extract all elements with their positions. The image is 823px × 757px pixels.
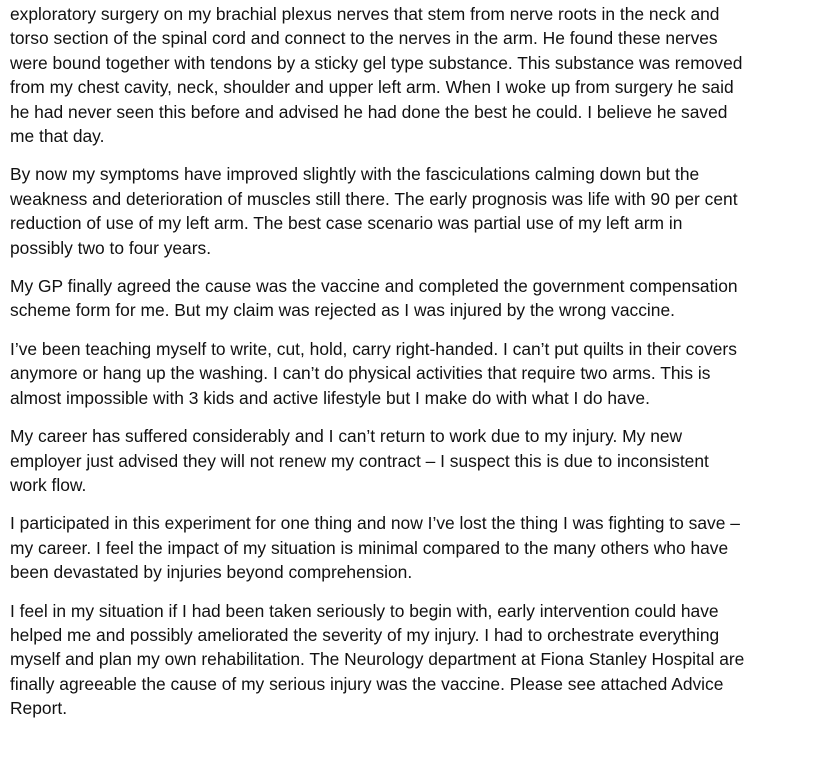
paragraph-experiment: I participated in this experiment for one thing and now I’ve lost the thing I was fighting to save – my career. I feel the impact of my situation is minimal compared to the many others who have been devastated by injuries beyond comprehension.: [10, 513, 740, 583]
paragraph-surgery: exploratory surgery on my brachial plexus nerves that stem from nerve roots in the neck and torso section of the spinal cord and connect to the nerves in the arm. He found these nerves were bound together with tendons by a sticky gel type substance. This substance was removed from my chest cavity, neck, shoulder and upper left arm. When I woke up from surgery he said he had never seen this before and advised he had done the best he could. I believe he saved me that day.: [10, 4, 743, 147]
paragraph-career: My career has suffered considerably and I can’t return to work due to my injury. My new employer just advised they will not renew my contract – I suspect this is due to inconsistent work flow.: [10, 426, 709, 495]
paragraph-symptoms: By now my symptoms have improved slightly with the fasciculations calming down but the weakness and deterioration of muscles still there. The early prognosis was life with 90 per cent reduction of use of my left arm. The best case scenario was partial use of my left arm in possibly two to four years.: [10, 164, 738, 258]
paragraph-intervention: I feel in my situation if I had been taken seriously to begin with, early intervention could have helped me and possibly ameliorated the severity of my injury. I had to orchestrate everything myself and plan my own rehabilitation. The Neurology department at Fiona Stanley Hospital are finally agreeable the cause of my serious injury was the vaccine. Please see attached Advice Report.: [10, 600, 745, 719]
paragraph-compensation: My GP finally agreed the cause was the vaccine and completed the government compensation scheme form for me. But my claim was rejected as I was injured by the wrong vaccine.: [10, 276, 738, 321]
paragraph-daily-life: I’ve been teaching myself to write, cut, hold, carry right-handed. I can’t put quilts in their covers anymore or hang up the washing. I can’t do physical activities that require two arms. This is almost impossible with 3 kids and active lifestyle but I make do with what I do have.: [10, 338, 737, 408]
document-body: [10, 2, 818, 721]
